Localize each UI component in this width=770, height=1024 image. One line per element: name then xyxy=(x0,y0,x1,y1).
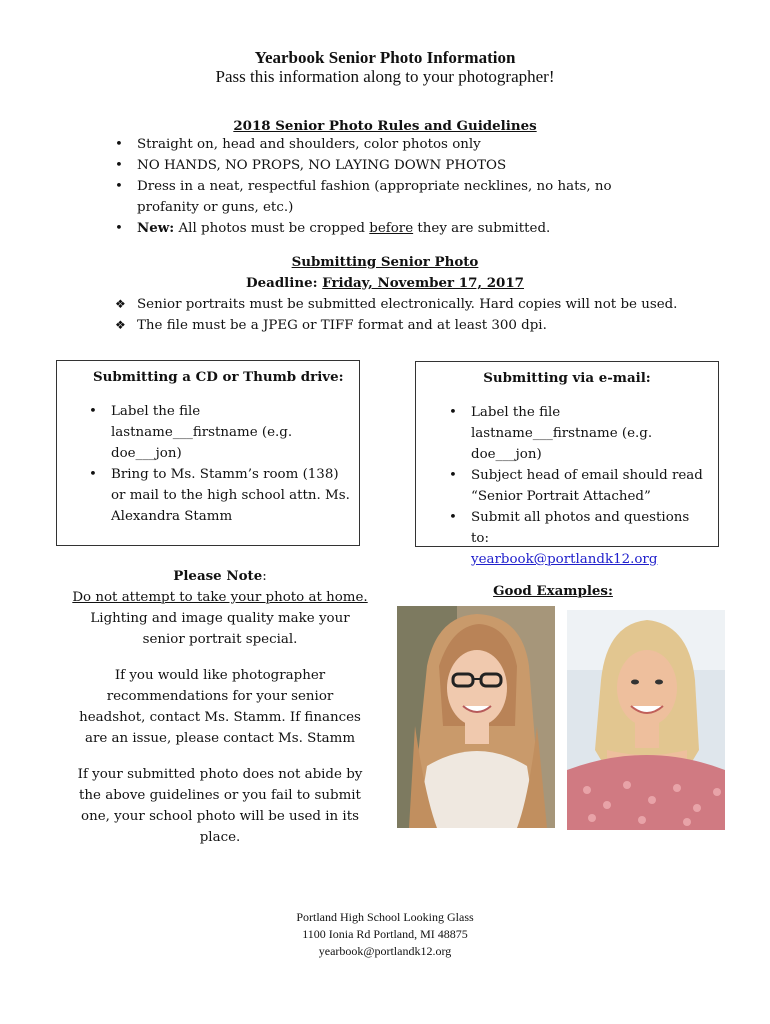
email-item: • Submit all photos and questions to: xyxy=(471,507,711,549)
email-item: • Subject head of email should read “Senior Portrait Attached” xyxy=(471,465,711,507)
example-photo-1 xyxy=(397,606,555,828)
submitting-item: ❖ Senior portraits must be submitted electronically. Hard copies will not be used. xyxy=(137,294,697,315)
rules-heading: 2018 Senior Photo Rules and Guidelines xyxy=(233,118,537,134)
note-paragraph-1 xyxy=(72,587,368,650)
footer-school: Portland High School Looking Glass xyxy=(296,910,474,924)
email-link[interactable]: yearbook@portlandk12.org xyxy=(471,552,658,567)
example-photo-1-portrait xyxy=(397,606,555,828)
note-heading: Please Note xyxy=(173,568,263,584)
new-text-underlined: before xyxy=(369,221,414,236)
cd-submission-box xyxy=(56,360,360,546)
cd-item: • Bring to Ms. Stamm’s room (138) or mail to the high school attn. Ms. Alexandra Stamm xyxy=(111,464,351,527)
new-text-after: they are submitted. xyxy=(417,221,551,236)
rule-item: • Dress in a neat, respectful fashion (appropriate necklines, no hats, no profanity or guns, etc.) xyxy=(137,176,677,218)
footer xyxy=(0,909,770,960)
cd-box-list xyxy=(111,401,351,527)
new-text-before: All photos must be cropped xyxy=(178,221,366,236)
page-title: Yearbook Senior Photo Information xyxy=(254,48,516,67)
deadline-label: Deadline: xyxy=(246,275,318,291)
example-photo-2 xyxy=(567,610,725,830)
page-subtitle: Pass this information along to your photographer! xyxy=(215,67,555,86)
note-warning: Do not attempt to take your photo at home. xyxy=(72,590,368,605)
note-section xyxy=(72,566,368,848)
note-heading-row xyxy=(72,566,368,587)
email-item: • Label the file lastname___firstname (e.g. doe___jon) xyxy=(471,402,711,465)
rule-item: • Straight on, head and shoulders, color photos only xyxy=(137,134,677,155)
examples-heading: Good Examples: xyxy=(493,583,613,599)
cd-item: • Label the file lastname___firstname (e.g. doe___jon) xyxy=(111,401,351,464)
new-label: New: xyxy=(137,220,175,236)
email-submission-box xyxy=(415,361,719,567)
rules-list xyxy=(137,134,677,239)
submitting-item: ❖ The file must be a JPEG or TIFF format and at least 300 dpi. xyxy=(137,315,697,336)
submitting-list xyxy=(137,294,697,336)
footer-address: 1100 Ionia Rd Portland, MI 48875 xyxy=(302,927,468,941)
note-paragraph-3: If your submitted photo does not abide by the above guidelines or you fail to submit one, your school photo will be used in its place. xyxy=(77,767,363,845)
cd-box-heading: Submitting a CD or Thumb drive: xyxy=(93,369,344,385)
deadline-date: Friday, November 17, 2017 xyxy=(322,275,524,291)
rule-item: • NO HANDS, NO PROPS, NO LAYING DOWN PHOTOS xyxy=(137,155,677,176)
rule-item-new xyxy=(137,218,677,239)
note-paragraph-2: If you would like photographer recommendations for your senior headshot, contact Ms. Stamm. If finances are an issue, please contact Ms. Stamm xyxy=(79,668,361,746)
example-photo-2-portrait xyxy=(567,610,725,830)
email-box-list xyxy=(471,402,711,570)
note-p1-rest: Lighting and image quality make your senior portrait special. xyxy=(90,611,350,647)
submitting-heading: Submitting Senior Photo xyxy=(291,254,479,270)
email-box-heading: Submitting via e-mail: xyxy=(483,370,651,386)
footer-email: yearbook@portlandk12.org xyxy=(318,944,452,958)
note-heading-colon: : xyxy=(262,569,267,584)
deadline xyxy=(0,273,770,294)
email-link-row xyxy=(471,549,711,570)
